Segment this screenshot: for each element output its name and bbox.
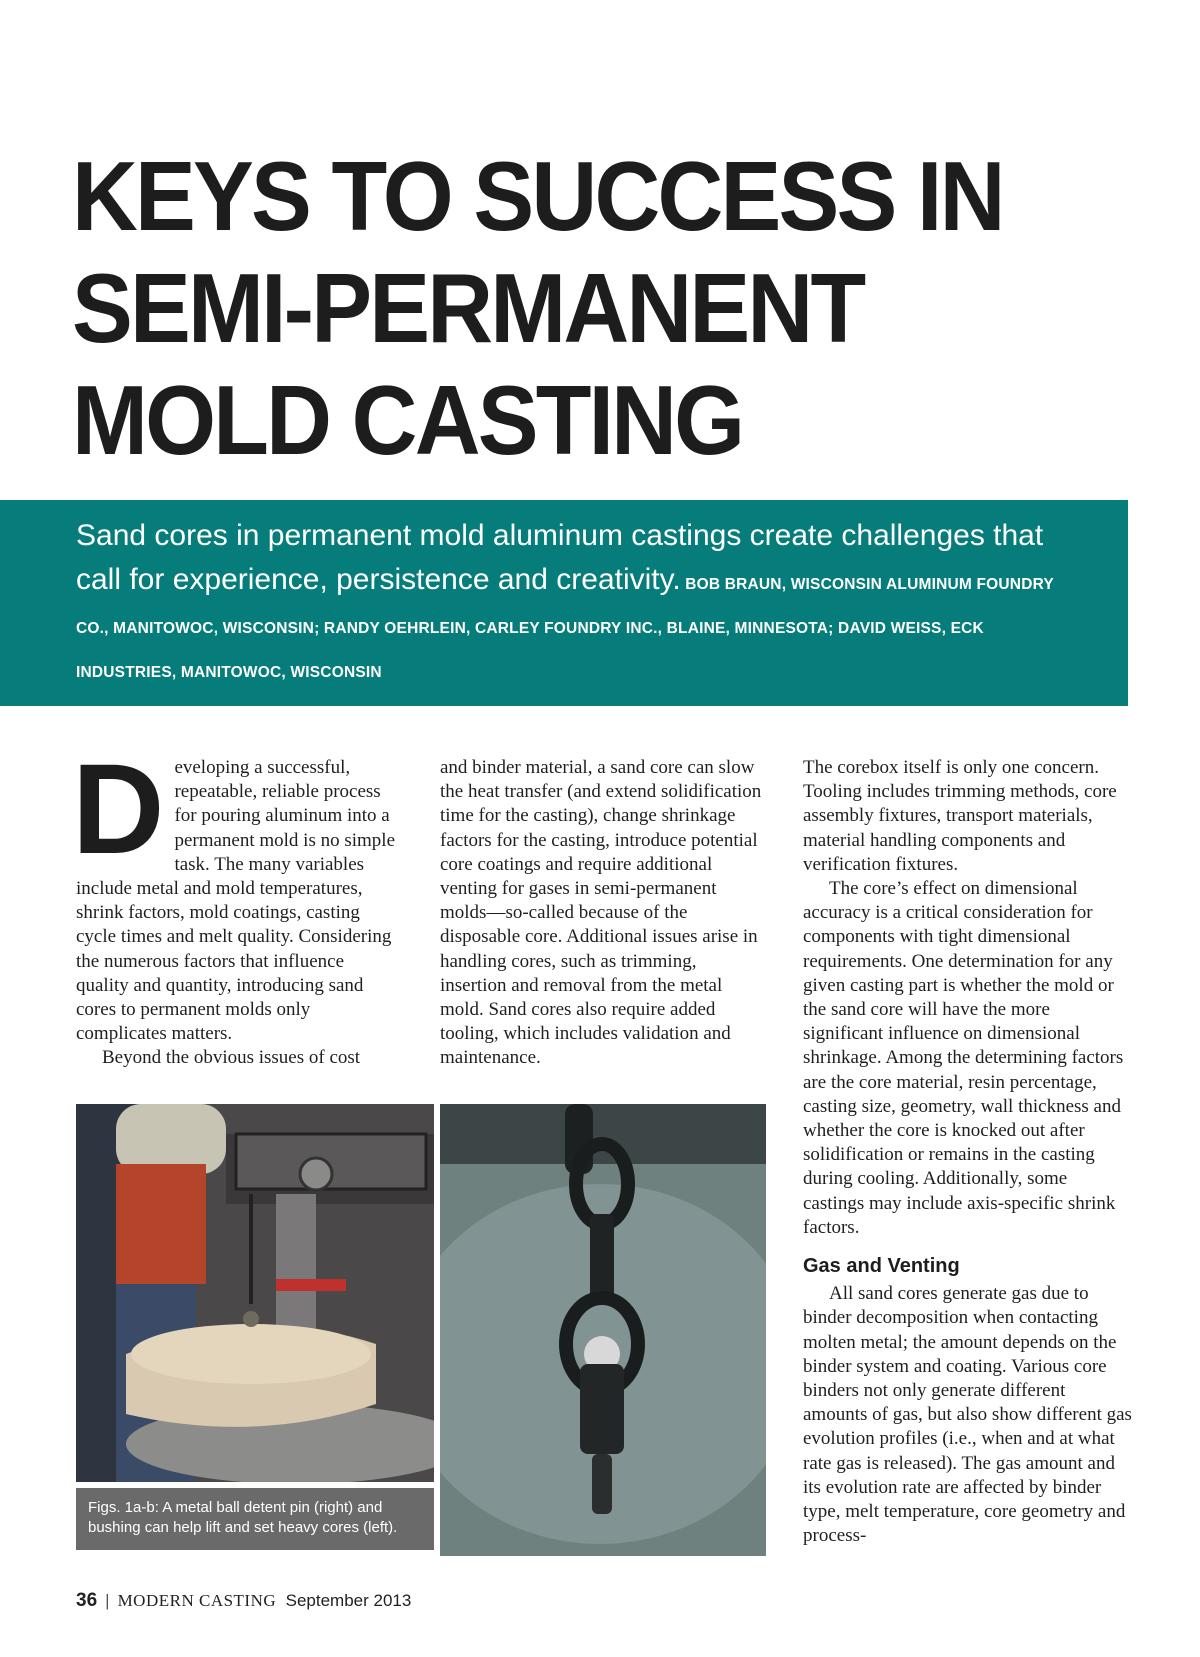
paragraph-6: All sand cores generate gas due to binder decomposition when contacting molten metal; the amount depends on the binder system and coating. Various core binders not only generate different amounts of gas, but also show different gas evolution profiles (i.e., when and at what rate gas is released). The gas amount and its evolution rate are affected by binder type, melt temperature, core geometry and process- (803, 1283, 1132, 1547)
body-column-1 (72, 738, 398, 1071)
photo-core-lifting (76, 1104, 434, 1482)
deck-banner (0, 500, 1128, 706)
page-footer (76, 1590, 411, 1612)
photo-core-lifting-illustration (76, 1104, 434, 1482)
magazine-name: MODERN CASTING (117, 1591, 277, 1610)
issue-date: September 2013 (285, 1591, 412, 1610)
figure-caption: Figs. 1a-b: A metal ball detent pin (right) and bushing can help lift and set heavy cores (left). (76, 1488, 434, 1550)
photo-detent-pin (440, 1104, 766, 1556)
title-line-1: KEYS TO SUCCESS IN (72, 141, 1003, 251)
paragraph-5: The core’s effect on dimensional accuracy is a critical consideration for components with tight dimensional requirements. One determination for any given casting part is whether the mold or the sand core will have the more significant influence on dimensional shrinkage. Among the determining factors are the core material, resin percentage, casting size, geometry, wall thickness and whether the core is knocked out after solidification or remains in the casting during cooling. Additionally, some castings may include axis-specific shrink factors. (803, 878, 1124, 1238)
page-number: 36 (76, 1590, 98, 1611)
title-line-3: MOLD CASTING (72, 365, 743, 475)
paragraph-4: The corebox itself is only one concern. Tooling includes trimming methods, core assembly fixtures, transport materials, material handling components and verification fixtures. (803, 757, 1117, 875)
paragraph-1: eveloping a successful, repeatable, reliable process for pouring aluminum into a permanent mold is no simple task. The many variables include metal and mold temperatures, shrink factors, mold coatings, casting cycle times and melt quality. Considering the numerous factors that influence quality and quantity, introducing sand cores to permanent molds only complicates matters. (76, 757, 396, 1045)
footer-separator: | (105, 1591, 110, 1610)
article-byline: BOB BRAUN, WISCONSIN ALUMINUM FOUNDRY CO., MANITOWOC, WISCONSIN; RANDY OEHRLEIN, CARLEY FOUNDRY INC., BLAINE, MINNESOTA; DAVID WEISS, ECK INDUSTRIES, MANITOWOC, WISCONSIN (76, 576, 1054, 681)
photo-detent-pin-illustration (440, 1104, 766, 1556)
title-line-2: SEMI-PERMANENT (72, 253, 864, 363)
body-column-3 (803, 756, 1133, 1549)
section-subhead: Gas and Venting (803, 1255, 960, 1278)
drop-cap: D (72, 738, 165, 881)
paragraph-2: Beyond the obvious issues of cost (102, 1047, 361, 1069)
article-deck: Sand cores in permanent mold aluminum castings create challenges that call for experience, persistence and creativity. (76, 519, 1044, 596)
paragraph-3: and binder material, a sand core can slow the heat transfer (and extend solidification time for the casting), change shrinkage factors for the casting, introduce potential core coatings and require additional venting for gases in semi-permanent molds—so-called because of the disposable core. Additional issues arise in handling cores, such as trimming, insertion and removal from the metal mold. Sand cores also require added tooling, which includes validation and maintenance. (440, 757, 762, 1069)
body-column-2 (440, 756, 762, 1071)
article-title (72, 140, 1076, 476)
